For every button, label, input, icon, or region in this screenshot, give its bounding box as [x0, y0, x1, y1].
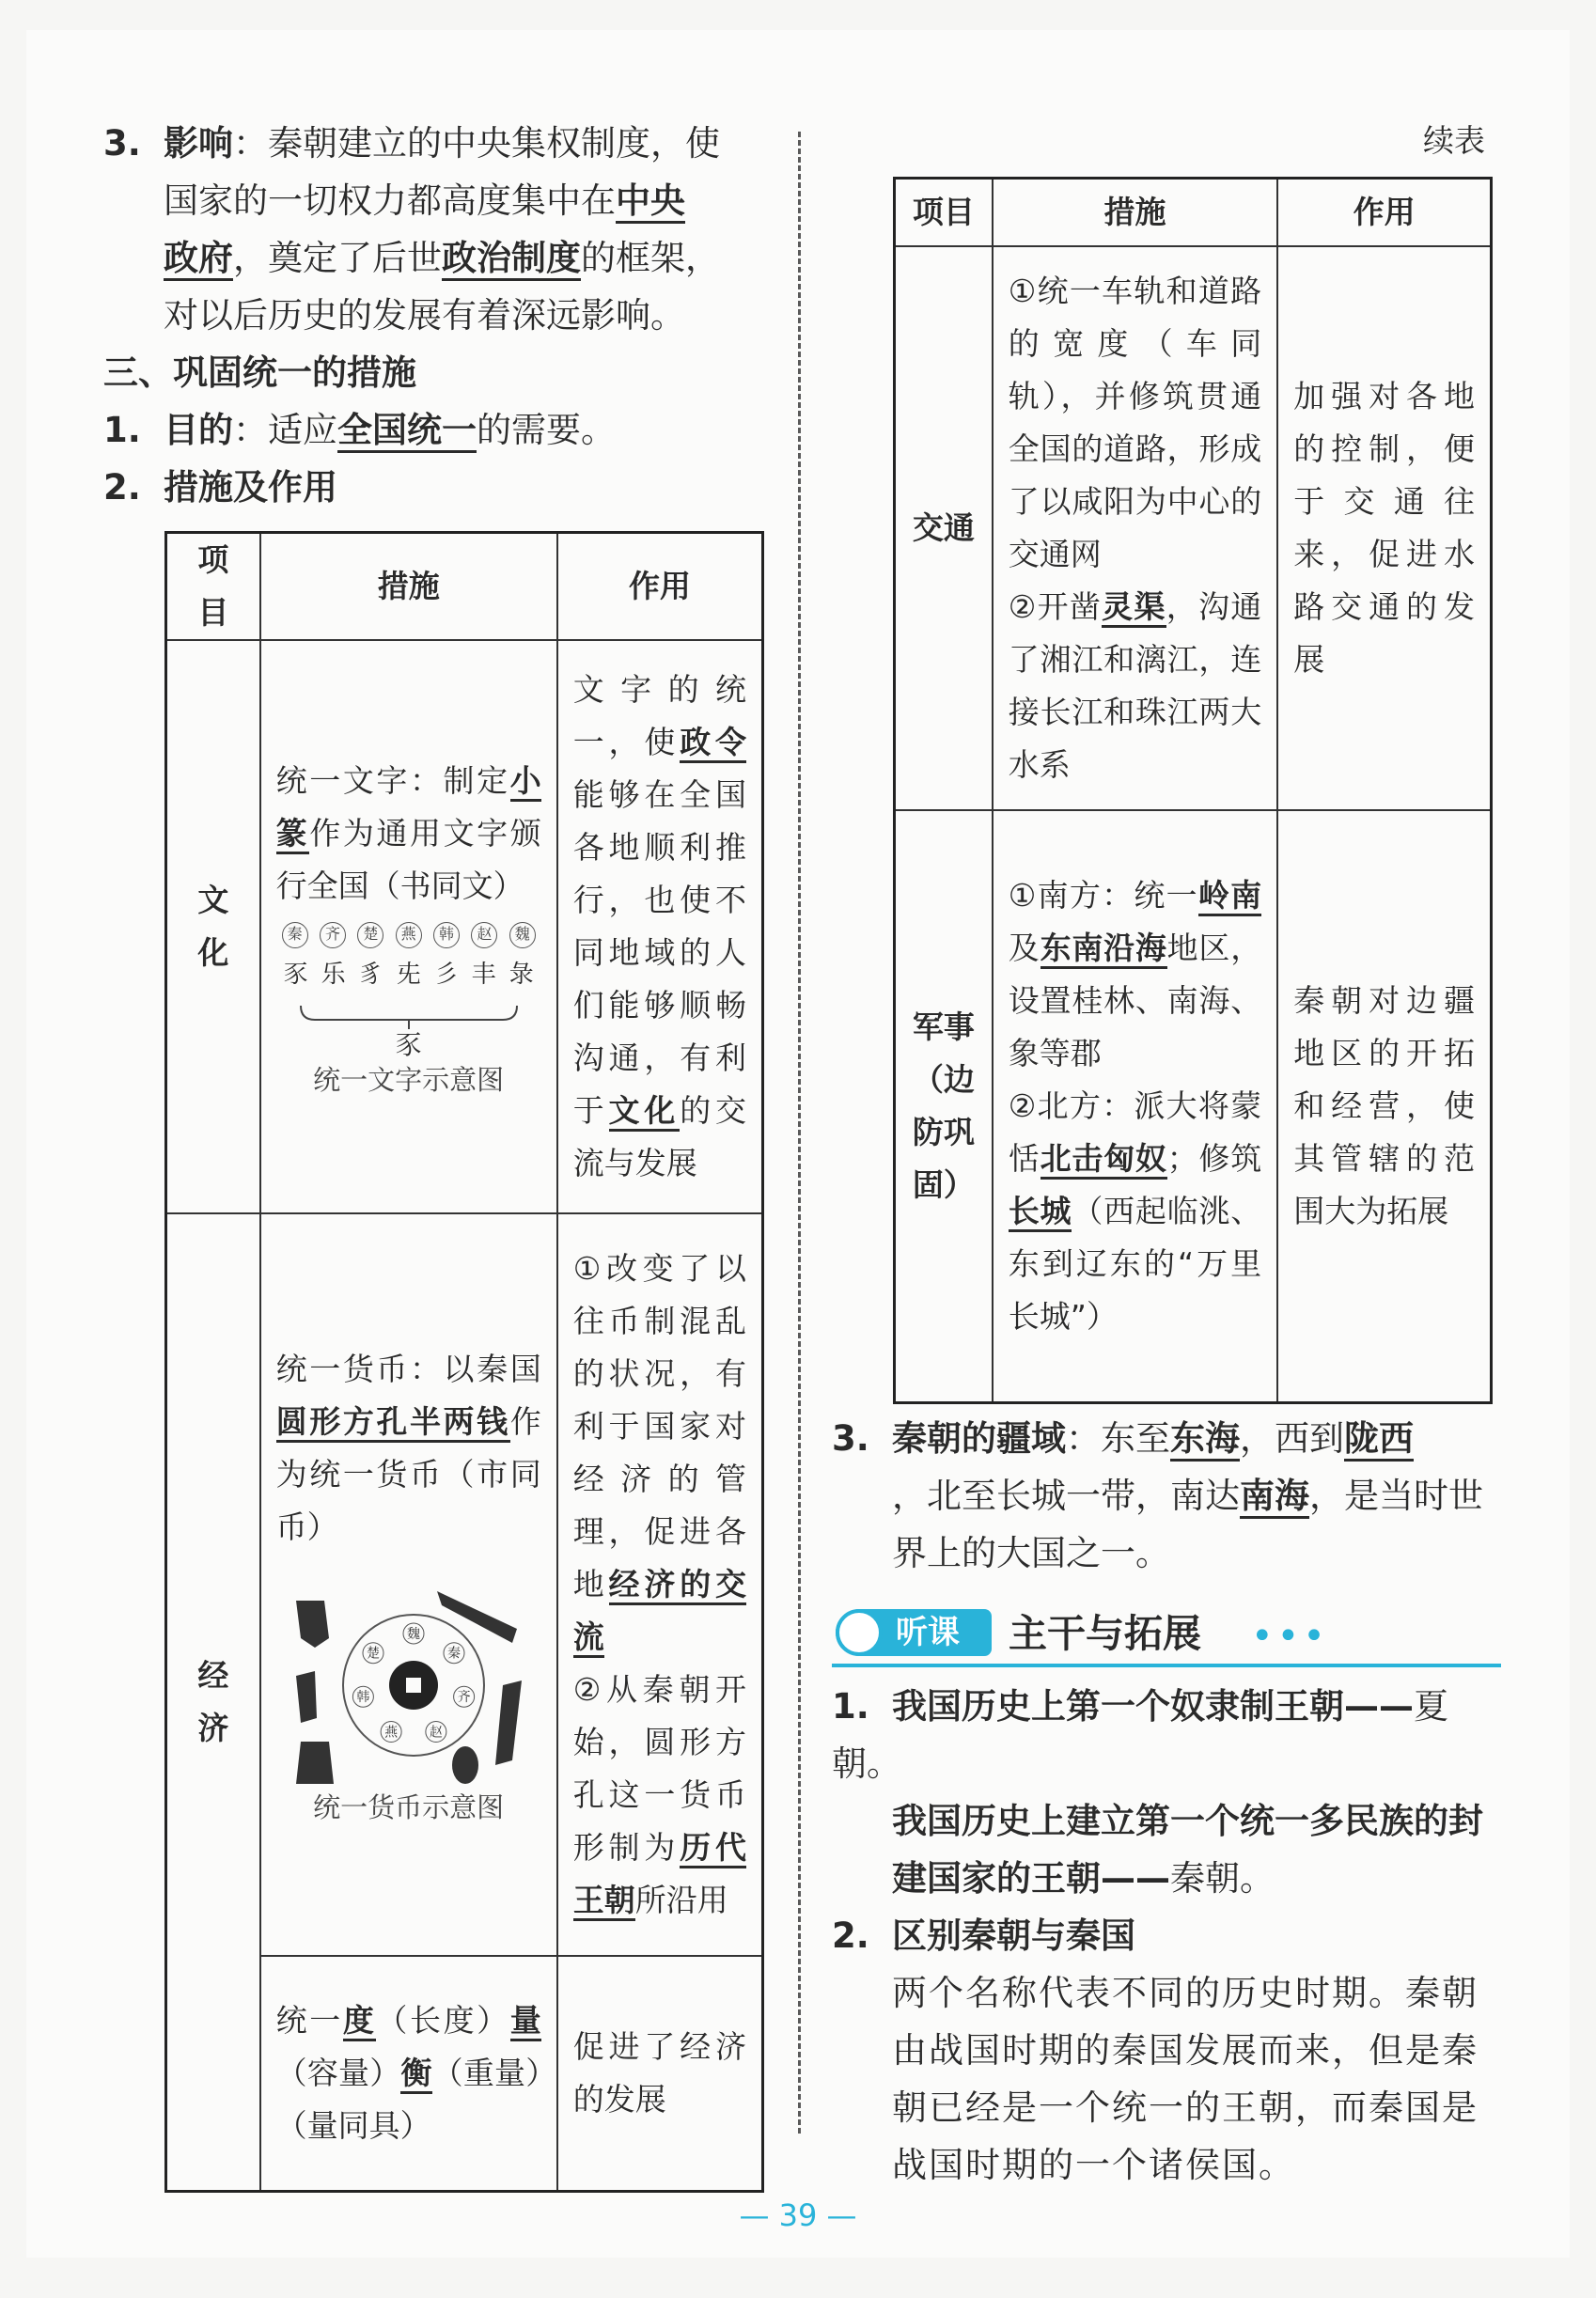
row-label-culture: 文化	[166, 640, 260, 1213]
state-label: 魏	[406, 1627, 420, 1642]
bracket-lines	[296, 1001, 522, 1029]
culture-measure: 统一文字：制定小篆作为通用文字颁行全国（书同文） 秦 齐 楚 燕 韩 赵 魏 豕 乐 豸 兂 彡 丰 彔 豕 统一文字示意图	[260, 640, 557, 1213]
header-item: 项目	[166, 533, 260, 641]
continued-label: 续表	[1423, 122, 1485, 159]
economy-measure: 统一货币：以秦国圆形方孔半两钱作为统一货币（市同币） 魏 秦 齐 赵 燕 韩 楚 统一货币示意图	[260, 1213, 557, 1956]
ear-icon	[836, 1609, 883, 1656]
script-glyph: 兂	[396, 961, 421, 989]
left-column: 3. 影响：秦朝建立的中央集权制度，使 国家的一切权力都高度集中在中央 政府，奠定了后世政治制度的框架， 对以后历史的发展有着深远影响。 三、巩固统一的措施 1. 目的：适应全国统一的需要。 2. 措施及作用	[103, 115, 761, 516]
purpose: 1. 目的：适应全国统一的需要。	[103, 401, 761, 459]
economy-effect: ①改变了以往币制混乱的状况，有利于国家对经济的管理，促进各地经济的交流 ②从秦朝开始，圆形方孔这一货币形制为历代王朝所沿用	[557, 1213, 763, 1956]
traffic-effect: 加强对各地的控制，便于交通往来，促进水路交通的发展	[1277, 246, 1491, 810]
listen-tag: 听课	[836, 1609, 992, 1656]
writing-unification-figure	[276, 922, 541, 1099]
dots-decoration: •••	[1251, 1615, 1329, 1658]
script-glyph: 豕	[283, 961, 308, 989]
military-measure: ①南方：统一岭南及东南沿海地区，设置桂林、南海、象等郡 ②北方：派大将蒙恬北击匈奴；修筑长城（西起临洮、东到辽东的“万里长城”）	[993, 810, 1277, 1402]
merged-glyph: 豕	[395, 1029, 422, 1060]
state-seal: 齐	[320, 922, 346, 948]
traffic-measure: ①统一车轨和道路的宽度（车同轨），并修筑贯通全国的道路，形成了以咸阳为中心的交通网 ②开凿灵渠，沟通了湘江和漓江，连接长江和珠江两大水系	[993, 246, 1277, 810]
state-seal: 赵	[471, 922, 497, 948]
state-seal: 燕	[396, 922, 422, 948]
header-effect: 作用	[1277, 179, 1491, 247]
state-seal: 魏	[509, 922, 536, 948]
item3: 3. 影响：秦朝建立的中央集权制度，使	[103, 123, 720, 164]
row-traffic	[895, 246, 1492, 810]
state-label: 赵	[429, 1725, 443, 1741]
key-points: 1. 我国历史上第一个奴隶制王朝——夏朝。 我国历史上建立第一个统一多民族的封建国家的王朝——秦朝。 2. 区别秦朝与秦国 两个名称代表不同的历史时期。秦朝由战国时期的秦国发展而来，但是秦朝已经是一个统一的王朝，而秦国是战国时期的一个诸侯国。	[832, 1678, 1501, 2194]
state-seal: 楚	[357, 922, 383, 948]
territory-paragraph: 3. 秦朝的疆域：东至东海，西到陇西 ，北至长城一带，南达南海，是当时世界上的大国之一。	[832, 1418, 1483, 1573]
row-economy	[166, 1213, 763, 1956]
culture-effect: 文字的统一，使政令能够在全国各地顺利推行，也使不同地域的人们能够顺畅沟通，有利于文化的交流与发展	[557, 640, 763, 1213]
state-seal: 秦	[282, 922, 308, 948]
row-label-traffic: 交通	[895, 246, 993, 810]
measures-table	[164, 531, 764, 2193]
script-glyph: 乐	[321, 961, 346, 989]
section-heading: 三、巩固统一的措施	[103, 352, 416, 393]
handwritten-answer: 两个名称代表不同的历史时期。秦朝由战国时期的秦国发展而来，但是秦朝已经是一个统一的王朝，而秦国是战国时期的一个诸侯国。	[892, 1973, 1479, 2185]
script-glyph: 彔	[509, 961, 534, 989]
listen-section-banner	[832, 1607, 1501, 1667]
listen-title: 主干与拓展	[1009, 1611, 1201, 1656]
state-label: 齐	[457, 1690, 471, 1706]
state-label: 韩	[356, 1690, 370, 1706]
key-term: 中央	[616, 180, 685, 224]
script-glyph: 彡	[433, 961, 459, 989]
row-label-economy: 经济	[166, 1213, 260, 2191]
key-term: 政治制度	[442, 238, 581, 281]
header-measure: 措施	[993, 179, 1277, 247]
state-label: 燕	[383, 1725, 398, 1741]
key-term: 政府	[164, 238, 233, 281]
measures-table-continued	[893, 177, 1493, 1404]
row-label-military: 军事 （边防巩固）	[895, 810, 993, 1402]
measures-measure: 统一度（长度）量（容量）衡（重量）（量同具）	[260, 1956, 557, 2191]
header-item: 项目	[895, 179, 993, 247]
measures-effect: 促进了经济的发展	[557, 1956, 763, 2191]
header-measure: 措施	[260, 533, 557, 641]
page-number: — 39 —	[739, 2197, 857, 2233]
currency-unification-figure	[276, 1572, 541, 1826]
figure-caption: 统一货币示意图	[313, 1791, 505, 1823]
script-glyph: 丰	[471, 961, 496, 989]
script-glyph: 豸	[358, 961, 383, 989]
coin-diagram	[287, 1572, 531, 1789]
state-seal: 韩	[433, 922, 460, 948]
state-label: 楚	[366, 1646, 380, 1662]
row-military	[895, 810, 1492, 1402]
figure-caption: 统一文字示意图	[313, 1064, 505, 1096]
measures-heading: 2. 措施及作用	[103, 467, 337, 508]
header-effect: 作用	[557, 533, 763, 641]
column-divider	[798, 132, 801, 2134]
military-effect: 秦朝对边疆地区的开拓和经营，使其管辖的范围大为拓展	[1277, 810, 1491, 1402]
state-label: 秦	[446, 1646, 461, 1662]
row-culture	[166, 640, 763, 1213]
key-term: 全国统一	[337, 410, 477, 453]
